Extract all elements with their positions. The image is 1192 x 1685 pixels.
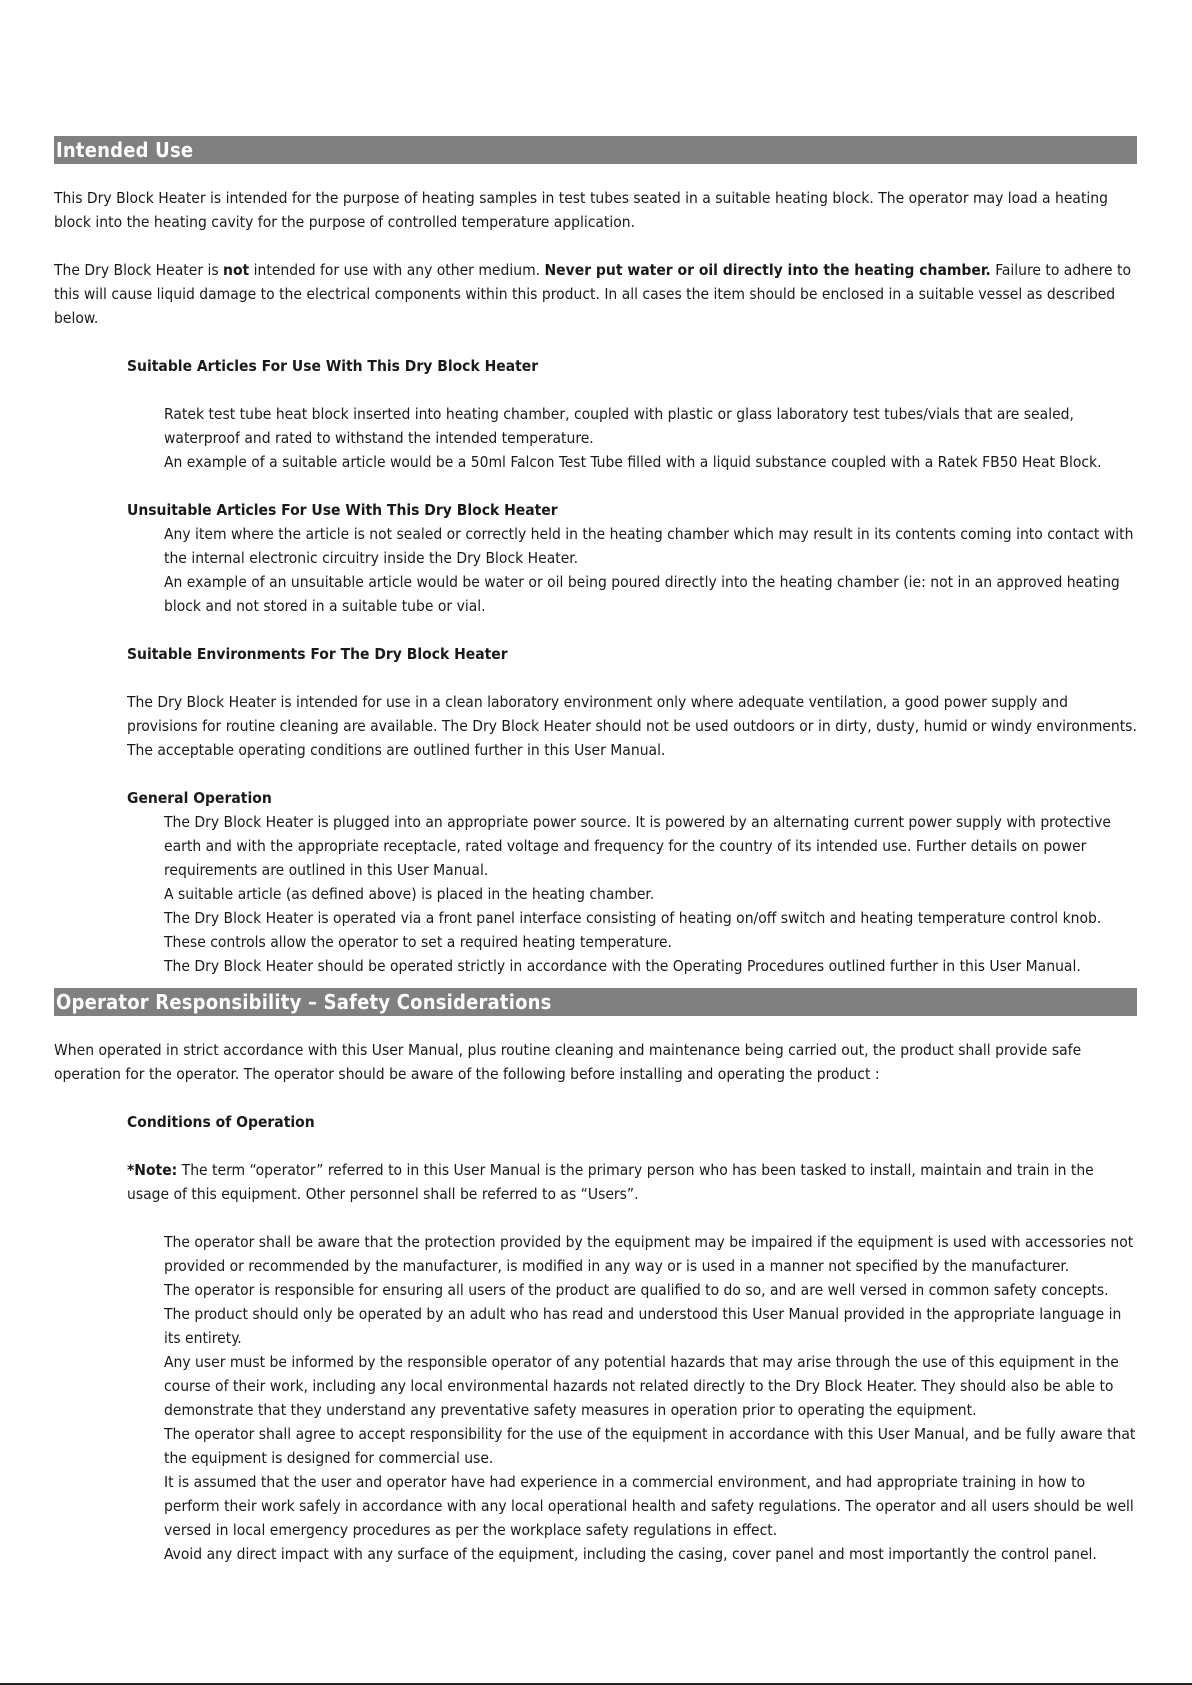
subheading-suitable-articles: Suitable Articles For Use With This Dry Block Heater — [127, 357, 539, 375]
unsuitable-article-item: An example of an unsuitable article would be water or oil being poured directly into the heating chamber (ie: not in an approved heating block and not stored in a suitable tube or vial. — [164, 573, 1120, 615]
operator-note: *Note: The term “operator” referred to in this User Manual is the primary person who has been tasked to install, maintain and train in the usage of this equipment. Other personnel shall be referred to as “Users”. — [127, 1161, 1094, 1203]
intended-use-paragraph-1: This Dry Block Heater is intended for the purpose of heating samples in test tubes seated in a suitable heating block. The operator may load a heating block into the heating cavity for the purpose of controlled temperature application. — [54, 189, 1108, 231]
operator-paragraph-1: When operated in strict accordance with this User Manual, plus routine cleaning and maintenance being carried out, the product shall provide safe operation for the operator. The operator should be aware of the following before installing and operating the product : — [54, 1041, 1082, 1083]
subheading-conditions-of-operation: Conditions of Operation — [127, 1113, 315, 1131]
condition-item: Avoid any direct impact with any surface of the equipment, including the casing, cover panel and most importantly the control panel. — [164, 1545, 1097, 1563]
section-heading-operator-responsibility: Operator Responsibility – Safety Considerations — [54, 988, 1137, 1016]
manual-page — [54, 136, 1137, 1566]
subheading-suitable-environments: Suitable Environments For The Dry Block Heater — [127, 645, 508, 663]
general-operation-item: The Dry Block Heater is plugged into an appropriate power source. It is powered by an alternating current power supply with protective earth and with the appropriate receptacle, rated voltage and frequency for the country of its intended use. Further details on power requirements are outlined in this User Manual. — [164, 813, 1111, 879]
subheading-general-operation: General Operation — [127, 789, 272, 807]
general-operation-item: The Dry Block Heater should be operated strictly in accordance with the Operating Procedures outlined further in this User Manual. — [164, 957, 1081, 975]
intended-use-paragraph-2: The Dry Block Heater is not intended for use with any other medium. Never put water or oil directly into the heating chamber. Failure to adhere to this will cause liquid damage to the electrical components within this product. In all cases the item should be enclosed in a suitable vessel as described below. — [54, 261, 1132, 327]
condition-item: It is assumed that the user and operator have had experience in a commercial environment, and had appropriate training in how to perform their work safely in accordance with any local operational health and safety regulations. The operator and all users should be well versed in local emergency procedures as per the workplace safety regulations in effect. — [164, 1473, 1134, 1539]
condition-item: The operator is responsible for ensuring all users of the product are qualified to do so, and are well versed in common safety concepts. The product should only be operated by an adult who has read and understood this User Manual provided in the appropriate language in its entirety. — [164, 1281, 1122, 1347]
condition-item: The operator shall be aware that the protection provided by the equipment may be impaired if the equipment is used with accessories not provided or recommended by the manufacturer, is modified in any way or is used in a manner not specified by the manufacturer. — [164, 1233, 1134, 1275]
subheading-unsuitable-articles: Unsuitable Articles For Use With This Dry Block Heater — [127, 501, 558, 519]
unsuitable-article-item: Any item where the article is not sealed or correctly held in the heating chamber which may result in its contents coming into contact with the internal electronic circuitry inside the Dry Block Heater. — [164, 525, 1134, 567]
general-operation-item: A suitable article (as defined above) is placed in the heating chamber. — [164, 885, 655, 903]
condition-item: Any user must be informed by the responsible operator of any potential hazards that may arise through the use of this equipment in the course of their work, including any local environmental hazards not related directly to the Dry Block Heater. They should also be able to demonstrate that they understand any preventative safety measures in operation prior to operating the equipment. — [164, 1353, 1119, 1419]
suitable-article-item: An example of a suitable article would be a 50ml Falcon Test Tube filled with a liquid substance coupled with a Ratek FB50 Heat Block. — [164, 453, 1102, 471]
general-operation-item: The Dry Block Heater is operated via a front panel interface consisting of heating on/off switch and heating temperature control knob. These controls allow the operator to set a required heating temperature. — [164, 909, 1102, 951]
condition-item: The operator shall agree to accept responsibility for the use of the equipment in accordance with this User Manual, and be fully aware that the equipment is designed for commercial use. — [164, 1425, 1136, 1467]
suitable-article-item: Ratek test tube heat block inserted into heating chamber, coupled with plastic or glass laboratory test tubes/vials that are sealed, waterproof and rated to withstand the intended temperature. — [164, 405, 1074, 447]
environments-paragraph: The Dry Block Heater is intended for use in a clean laboratory environment only where adequate ventilation, a good power supply and provisions for routine cleaning are available. The Dry Block Heater should not be used outdoors or in dirty, dusty, humid or windy environments. The acceptable operating conditions are outlined further in this User Manual. — [127, 693, 1137, 759]
section-heading-intended-use: Intended Use — [54, 136, 1137, 164]
